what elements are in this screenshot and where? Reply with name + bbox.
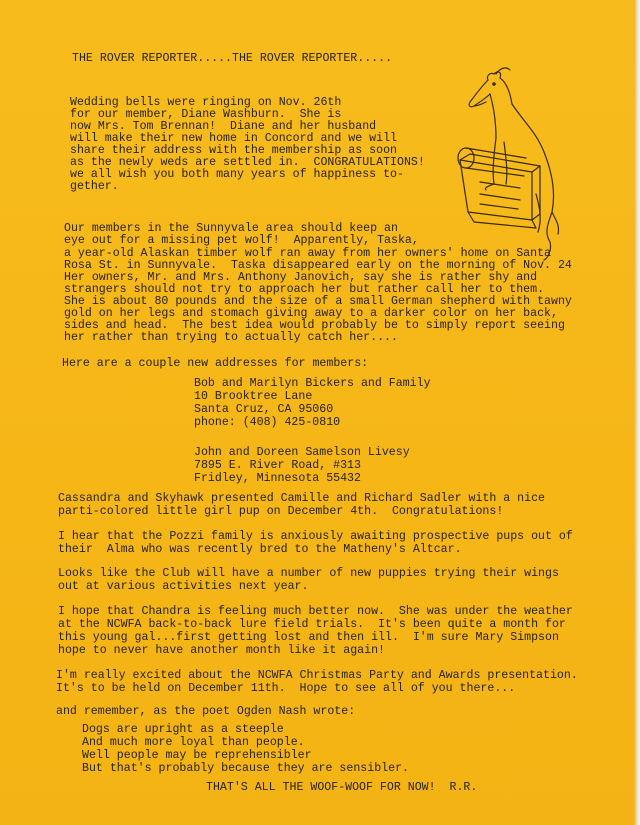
cassandra-line: Cassandra and Skyhawk presented Camille and Richard Sadler with a nice: [58, 492, 546, 505]
address-line: John and Doreen Samelson Livesy: [194, 446, 410, 459]
address-line: phone: (408) 425-0810: [194, 416, 341, 429]
wolf-line: gold on her legs and stomach giving away to a darker color on her back,: [64, 307, 558, 320]
address-line: Bob and Marilyn Bickers and Family: [194, 377, 431, 390]
nash-intro: and remember, as the poet Ogden Nash wrote:: [56, 705, 356, 718]
signoff: THAT'S ALL THE WOOF-WOOF FOR NOW! R.R.: [206, 781, 478, 794]
poem-line: But that's probably because they are sensibler.: [82, 762, 409, 775]
wedding-line: share their address with the membership as soon: [70, 144, 397, 157]
party-line: I'm really excited about the NCWFA Christmas Party and Awards presentation.: [56, 669, 578, 682]
pozzi-line: I hear that the Pozzi family is anxiously awaiting prospective pups out of: [58, 530, 573, 543]
party-line: It's to be held on December 11th. Hope to see all of you there...: [56, 682, 516, 695]
wedding-line: as the newly weds are settled in. CONGRATULATIONS!: [70, 156, 425, 169]
wolf-line: She is about 80 pounds and the size of a small German shepherd with tawny: [64, 295, 572, 308]
address-line: 7895 E. River Road, #313: [194, 459, 361, 472]
wolf-line: a year-old Alaskan timber wolf ran away from her owners' home on Santa: [64, 247, 552, 260]
greyhound-illustration: [440, 62, 618, 262]
poem-line: Well people may be reprehensibler: [82, 749, 312, 762]
newsletter-header: THE ROVER REPORTER.....THE ROVER REPORTER.....: [72, 52, 393, 65]
address-line: Fridley, Minnesota 55432: [194, 472, 361, 485]
cassandra-line: parti-colored little girl pup on December 4th. Congratulations!: [58, 505, 504, 518]
wolf-line: strangers should not try to approach her but rather call her to them.: [64, 283, 545, 296]
chandra-line: at the NCWFA back-to-back lure field trials. It's been quite a month for: [58, 618, 566, 631]
wolf-line: Our members in the Sunnyvale area should keep an: [64, 222, 398, 235]
wolf-line: sides and head. The best idea would probably be to simply report seeing: [64, 319, 565, 332]
wolf-line: her rather than trying to actually catch her....: [64, 331, 398, 344]
wolf-line: Her owners, Mr. and Mrs. Anthony Janovich, say she is rather shy and: [64, 271, 538, 284]
wedding-line: Wedding bells were ringing on Nov. 26th: [70, 96, 342, 109]
wedding-line: for our member, Diane Washburn. She is: [70, 108, 342, 121]
wedding-line: will make their new home in Concord and we will: [70, 132, 397, 145]
puppies-line: Looks like the Club will have a number of new puppies trying their wings: [58, 567, 559, 580]
address-line: Santa Cruz, CA 95060: [194, 403, 334, 416]
puppies-line: out at various activities next year.: [58, 580, 309, 593]
address-line: 10 Brooktree Lane: [194, 390, 313, 403]
paper-edge: [634, 0, 640, 825]
wedding-line: gether.: [70, 180, 119, 193]
wedding-line: we all wish you both many years of happiness to-: [70, 168, 404, 181]
chandra-line: I hope that Chandra is feeling much better now. She was under the weather: [58, 605, 573, 618]
poem-line: Dogs are upright as a steeple: [82, 723, 284, 736]
wedding-line: now Mrs. Tom Brennan! Diane and her husband: [70, 120, 377, 133]
chandra-line: hope to never have another month like it again!: [58, 644, 385, 657]
pozzi-line: their Alma who was recently bred to the Matheny's Altcar.: [58, 543, 462, 556]
wolf-line: Rosa St. in Sunnyvale. Taska disappeared early on the morning of Nov. 24: [64, 259, 572, 272]
wolf-line: eye out for a missing pet wolf! Apparently, Taska,: [64, 234, 419, 247]
chandra-line: this young gal...first getting lost and then ill. I'm sure Mary Simpson: [58, 631, 559, 644]
addresses-intro: Here are a couple new addresses for members:: [62, 357, 369, 370]
poem-line: And much more loyal than people.: [82, 736, 305, 749]
